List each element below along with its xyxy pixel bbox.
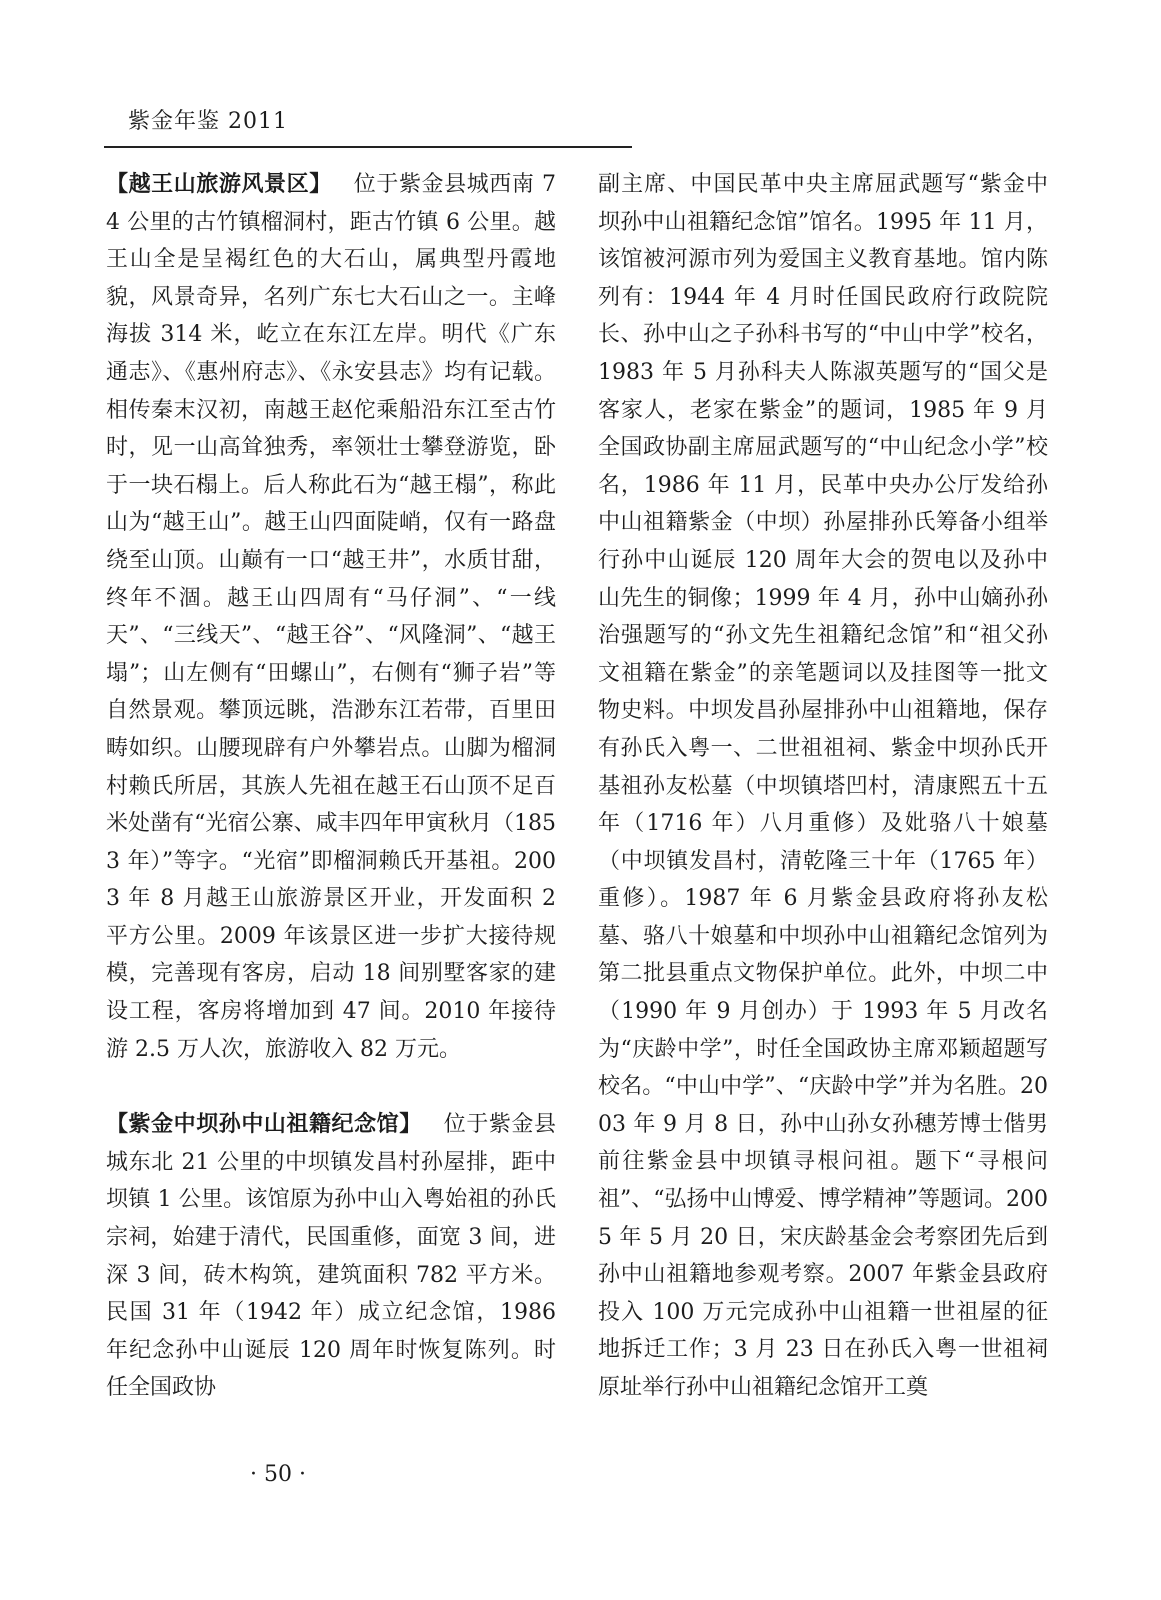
right-column xyxy=(598,166,1048,1407)
running-header: 紫金年鉴 2011 xyxy=(128,109,288,134)
entry-sun-yat-sen-memorial xyxy=(106,1106,556,1407)
entry-text: 位于紫金县城东北 21 公里的中坝镇发昌村孙屋排，距中坝镇 1 公里。该馆原为孙中山入粤始祖的孙氏宗祠，始建于清代，民国重修，面宽 3 间，进深 3 间，砖木构筑，建筑面积 782 平方米。民国 31 年（1942 年）成立纪念馆，1986 年纪念孙中山诞辰 120 周年时恢复陈列。时任全国政协 xyxy=(106,1112,556,1401)
continuation-paragraph: 副主席、中国民革中央主席屈武题写“紫金中坝孙中山祖籍纪念馆”馆名。1995 年 11 月，该馆被河源市列为爱国主义教育基地。馆内陈列有：1944 年 4 月时任国民政府行政院院长、孙中山之子孙科书写的“中山中学”校名，1983 年 5 月孙科夫人陈淑英题写的“国父是客家人，老家在紫金”的题词，1985 年 9 月全国政协副主席屈武题写的“中山纪念小学”校名，1986 年 11 月，民革中央办公厅发给孙中山祖籍紫金（中坝）孙屋排孙氏筹备小组举行孙中山诞辰 120 周年大会的贺电以及孙中山先生的铜像；1999 年 4 月，孙中山嫡孙孙治强题写的“孙文先生祖籍纪念馆”和“祖父孙文祖籍在紫金”的亲笔题词以及挂图等一批文物史料。中坝发昌孙屋排孙中山祖籍地，保存有孙氏入粤一、二世祖祖祠、紫金中坝孙氏开基祖孙友松墓（中坝镇塔凹村，清康熙五十五年（1716 年）八月重修）及妣骆八十娘墓（中坝镇发昌村，清乾隆三十年（1765 年）重修）。1987 年 6 月紫金县政府将孙友松墓、骆八十娘墓和中坝孙中山祖籍纪念馆列为第二批县重点文物保护单位。此外，中坝二中（1990 年 9 月创办）于 1993 年 5 月改名为“庆龄中学”，时任全国政协主席邓颖超题写校名。“中山中学”、“庆龄中学”并为名胜。2003 年 9 月 8 日，孙中山孙女孙穗芳博士偕男前往紫金县中坝镇寻根问祖。题下“寻根问祖”、“弘扬中山博爱、博学精神”等题词。2005 年 5 月 20 日，宋庆龄基金会考察团先后到孙中山祖籍地参观考察。2007 年紫金县政府投入 100 万元完成孙中山祖籍一世祖屋的征地拆迁工作；3 月 23 日在孙氏入粤一世祖祠原址举行孙中山祖籍纪念馆开工奠 xyxy=(598,172,1048,1400)
entry-text: 位于紫金县城西南 74 公里的古竹镇榴洞村，距古竹镇 6 公里。越王山全是呈褐红色的大石山，属典型丹霞地貌，风景奇异，名列广东七大石山之一。主峰海拔 314 米，屹立在东江左岸。明代《广东通志》、《惠州府志》、《永安县志》均有记载。相传秦末汉初，南越王赵佗乘船沿东江至古竹时，见一山高耸独秀，率领壮士攀登游览，卧于一块石榻上。后人称此石为“越王榻”，称此山为“越王山”。越王山四面陡峭，仅有一路盘绕至山顶。山巅有一口“越王井”，水质甘甜，终年不涸。越王山四周有“马仔洞”、“一线天”、“三线天”、“越王谷”、“风隆洞”、“越王塌”；山左侧有“田螺山”，右侧有“狮子岩”等自然景观。攀顶远眺，浩渺东江若带，百里田畴如织。山腰现辟有户外攀岩点。山脚为榴洞村赖氏所居，其族人先祖在越王石山顶不足百米处凿有“光宿公寨、咸丰四年甲寅秋月（1853 年）”等字。“光宿”即榴洞赖氏开基祖。2003 年 8 月越王山旅游景区开业，开发面积 2 平方公里。2009 年该景区进一步扩大接待规模，完善现有客房，启动 18 间别墅客家的建设工程，客房将增加到 47 间。2010 年接待游 2.5 万人次，旅游收入 82 万元。 xyxy=(106,172,556,1062)
left-column xyxy=(106,166,556,1407)
entry-heading: 【越王山旅游风景区】 xyxy=(106,172,332,197)
page-number: · 50 · xyxy=(250,1462,306,1487)
entry-heading: 【紫金中坝孙中山祖籍纪念馆】 xyxy=(106,1112,422,1138)
header-rule xyxy=(104,146,632,148)
entry-yuewangshan xyxy=(106,166,556,1068)
